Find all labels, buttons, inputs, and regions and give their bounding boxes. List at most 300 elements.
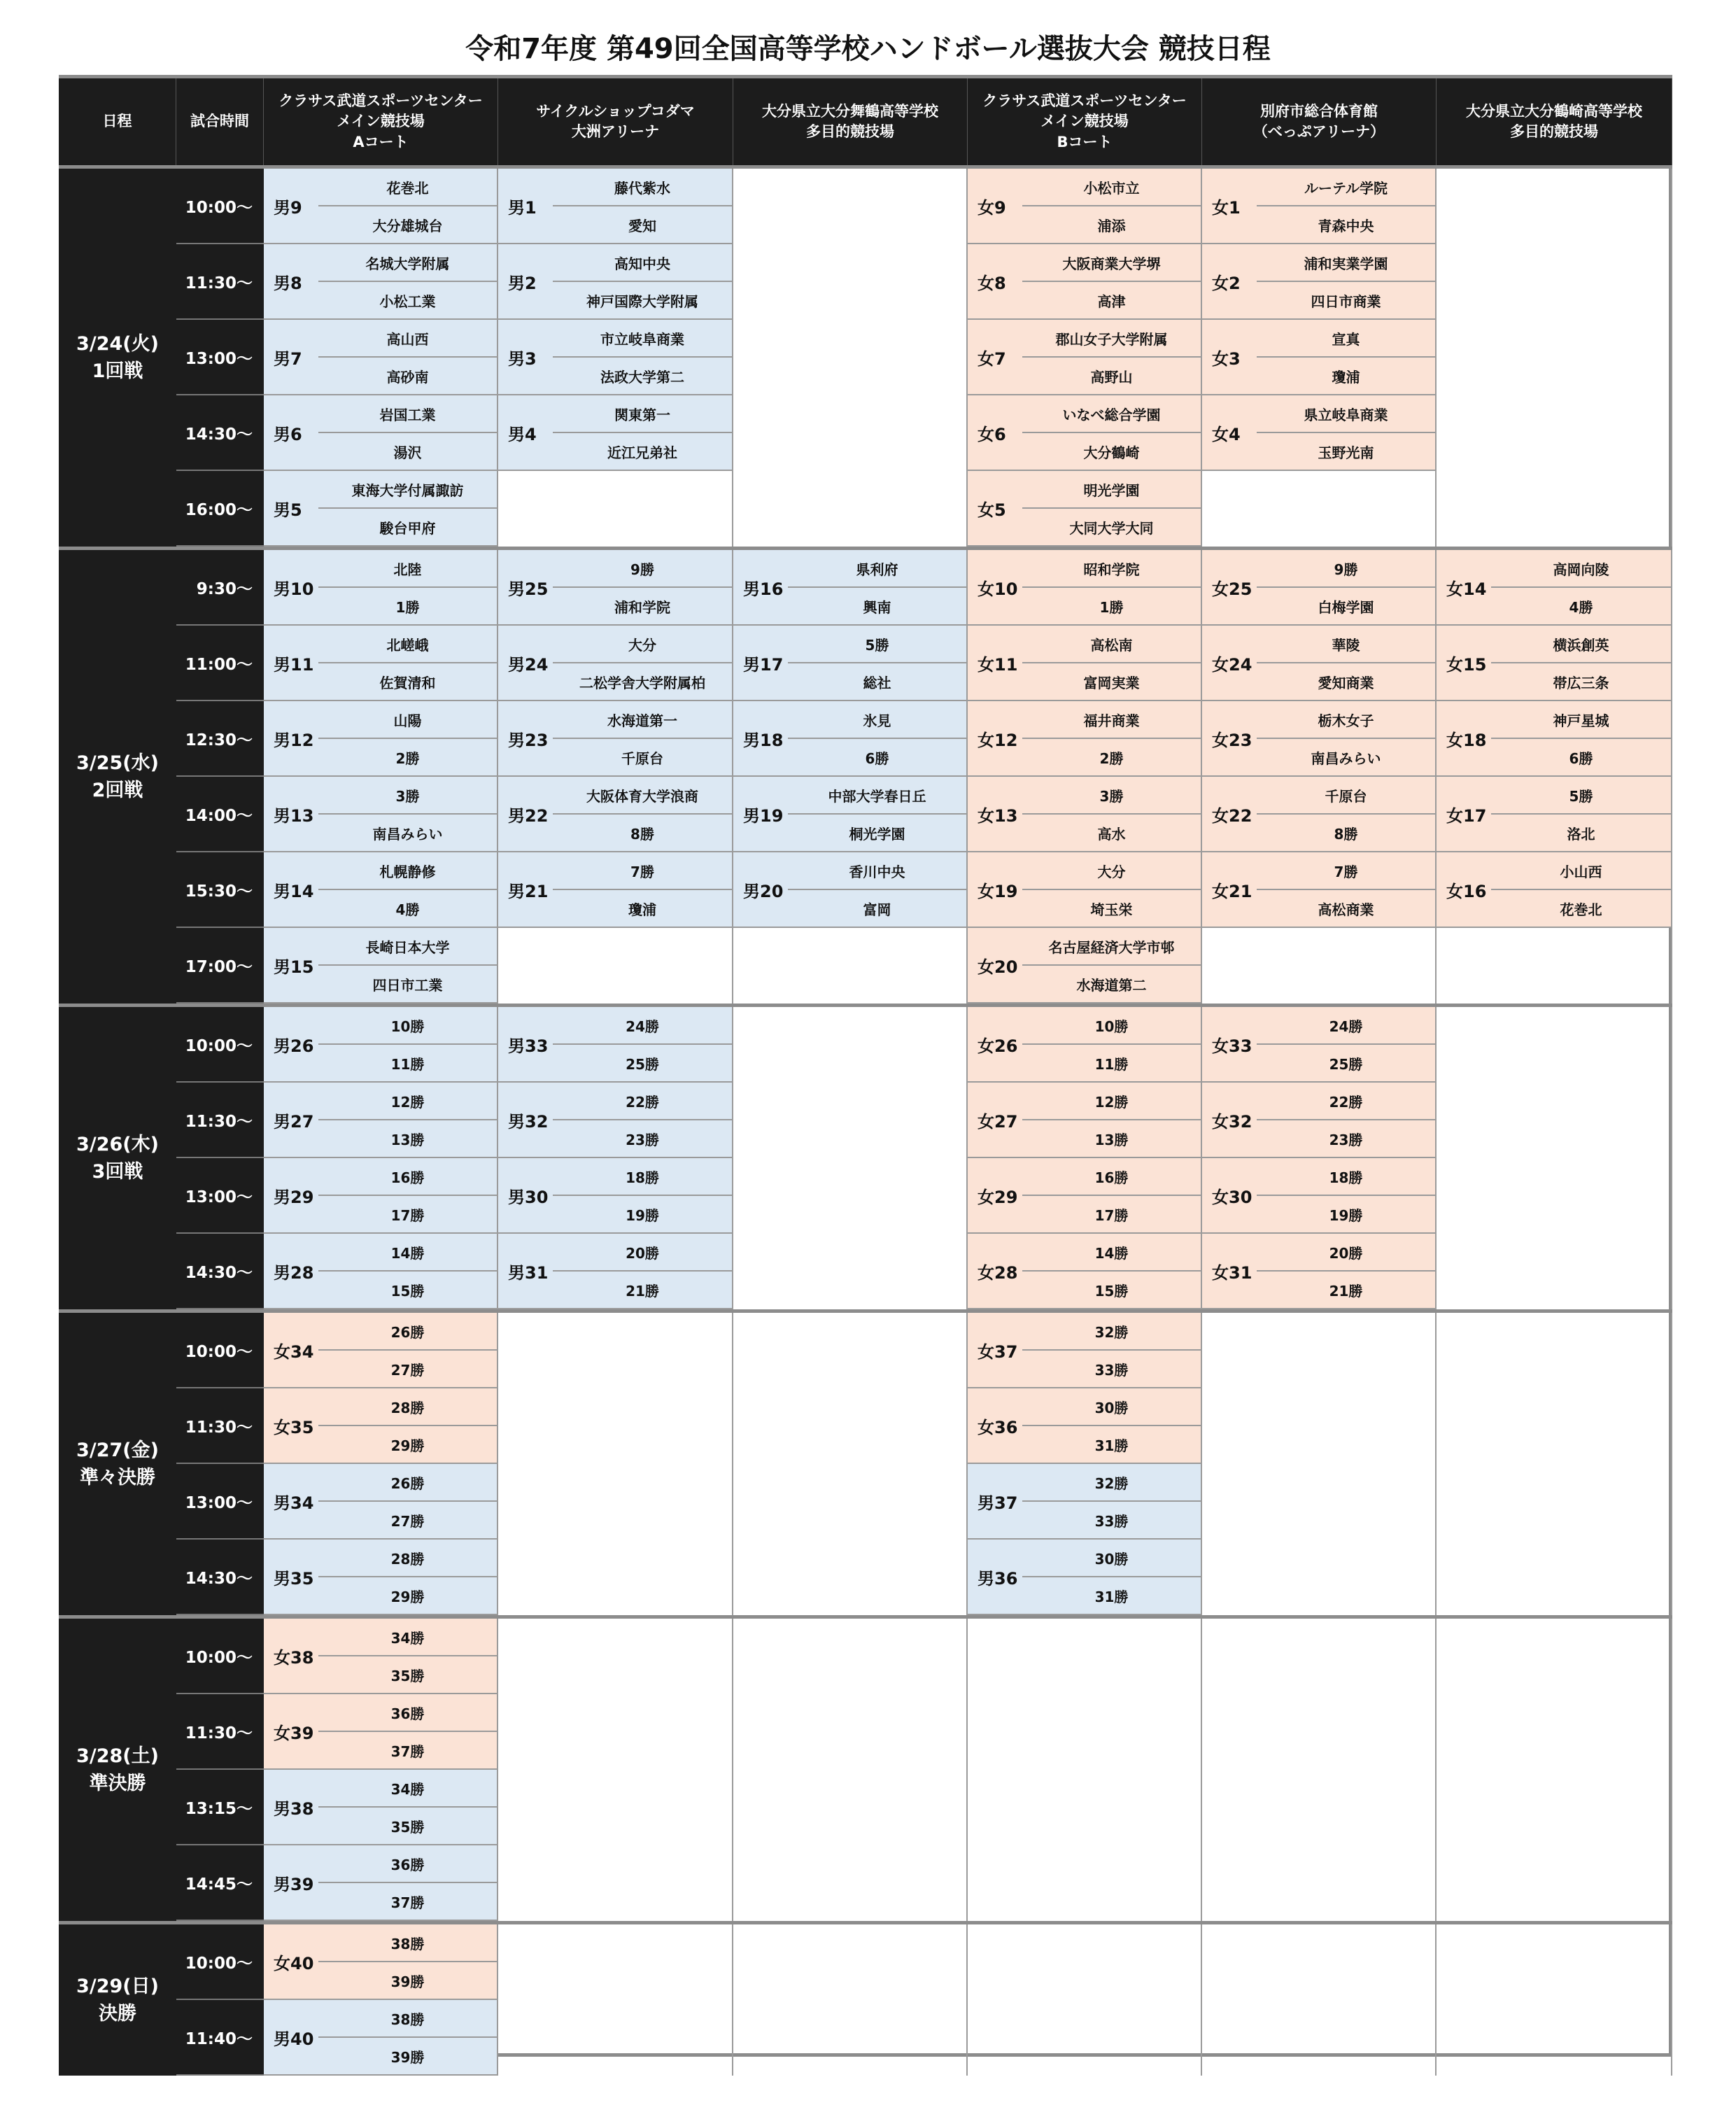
time-slot: 10:00～ <box>176 1619 264 1694</box>
team-top: 38勝 <box>390 2011 425 2028</box>
match-code: 女27 <box>978 1111 1018 1132</box>
time-slot: 10:00～ <box>176 1924 264 2000</box>
match-cell <box>264 320 498 395</box>
match-teams <box>1491 701 1671 775</box>
match-teams <box>553 244 732 318</box>
team-bottom: 水海道第二 <box>1022 964 1201 1002</box>
match-code: 男25 <box>508 579 549 599</box>
match-cell <box>1437 701 1672 777</box>
match-cell <box>968 320 1202 395</box>
team-top: 高岡向陵 <box>1553 561 1609 578</box>
match-code: 女34 <box>274 1342 314 1362</box>
match-code: 男2 <box>508 273 537 293</box>
match-code: 男29 <box>274 1187 314 1207</box>
match-code: 女21 <box>1212 881 1252 901</box>
team-top: 10勝 <box>1094 1018 1129 1035</box>
team-bottom: 15勝 <box>318 1270 497 1308</box>
team-top: 16勝 <box>390 1169 425 1186</box>
match-teams <box>318 1770 497 1844</box>
team-bottom: 法政大学第二 <box>553 356 732 394</box>
team-top: 北嵯峨 <box>386 636 429 654</box>
match-code: 女33 <box>1212 1036 1252 1056</box>
match-code: 女36 <box>978 1417 1018 1437</box>
match-teams <box>318 1158 497 1232</box>
team-top: 18勝 <box>626 1169 659 1186</box>
team-bottom: 大分雄城台 <box>318 205 497 243</box>
team-bottom: 4勝 <box>318 889 497 927</box>
match-cell <box>1202 244 1437 320</box>
team-bottom: 27勝 <box>318 1500 497 1538</box>
match-cell <box>498 852 733 928</box>
match-code: 女13 <box>978 805 1018 826</box>
match-cell <box>1437 777 1672 852</box>
team-top: 高知中央 <box>614 255 670 272</box>
team-bottom: 富岡実業 <box>1022 662 1201 700</box>
match-code: 男28 <box>274 1262 314 1283</box>
match-code: 男34 <box>274 1493 314 1513</box>
match-code: 男18 <box>743 730 784 750</box>
team-bottom: 浦和学院 <box>553 586 732 624</box>
match-teams <box>1022 777 1201 851</box>
match-teams <box>553 777 732 851</box>
team-top: 水海道第一 <box>607 712 677 729</box>
match-code: 女40 <box>274 1953 314 1973</box>
venue-column-cell <box>1437 1007 1672 1309</box>
match-cell <box>498 550 733 626</box>
match-cell <box>968 1158 1202 1234</box>
time-slot: 11:40～ <box>176 2000 264 2076</box>
match-cell <box>968 1388 1202 1464</box>
team-top: 32勝 <box>1094 1323 1129 1341</box>
match-cell <box>264 701 498 777</box>
team-top: 香川中央 <box>849 863 905 880</box>
match-cell <box>264 928 498 1004</box>
venue-column-cell <box>498 1313 733 1615</box>
match-teams <box>318 777 497 851</box>
team-top: 明光学園 <box>1083 481 1140 499</box>
match-code: 女10 <box>978 579 1018 599</box>
match-code: 女37 <box>978 1342 1018 1362</box>
team-bottom: 桐光学園 <box>788 813 966 851</box>
time-slot: 14:30～ <box>176 1540 264 1615</box>
match-code: 女38 <box>274 1647 314 1668</box>
match-cell <box>264 1388 498 1464</box>
match-cell <box>1202 1007 1437 1083</box>
team-bottom: 玉野光南 <box>1257 432 1435 470</box>
match-teams <box>318 1007 497 1081</box>
team-top: 横浜創英 <box>1553 636 1609 654</box>
match-teams <box>1257 395 1435 470</box>
team-bottom: 13勝 <box>318 1119 497 1157</box>
match-code: 女28 <box>978 1262 1018 1283</box>
header-venue-5: 別府市総合体育館 （べっぷアリーナ） <box>1202 78 1437 165</box>
team-top: 名古屋経済大学市邨 <box>1048 938 1175 956</box>
match-cell <box>498 1007 733 1083</box>
team-top: 20勝 <box>626 1244 659 1262</box>
match-cell <box>264 1619 498 1694</box>
match-cell <box>1202 395 1437 471</box>
match-cell <box>968 852 1202 928</box>
match-teams <box>553 1083 732 1157</box>
team-top: 大分 <box>1097 863 1126 880</box>
match-teams <box>1257 1234 1435 1308</box>
match-teams <box>553 1158 732 1232</box>
match-teams <box>1022 1158 1201 1232</box>
team-bottom: 興南 <box>788 586 966 624</box>
match-cell <box>733 626 968 701</box>
match-teams <box>553 852 732 927</box>
match-code: 女39 <box>274 1723 314 1743</box>
match-code: 女31 <box>1212 1262 1252 1283</box>
time-slot: 15:30～ <box>176 852 264 928</box>
match-code: 女18 <box>1446 730 1487 750</box>
team-bottom: 小松工業 <box>318 281 497 318</box>
match-cell <box>1202 1083 1437 1158</box>
team-bottom: 1勝 <box>318 586 497 624</box>
match-code: 男12 <box>274 730 314 750</box>
team-bottom: 31勝 <box>1022 1576 1201 1614</box>
time-slot: 14:30～ <box>176 1234 264 1309</box>
match-teams <box>318 169 497 243</box>
day-date: 3/26(木) <box>76 1133 159 1155</box>
match-code: 女4 <box>1212 424 1241 444</box>
team-top: 中部大学春日丘 <box>828 787 926 805</box>
team-bottom: 29勝 <box>318 1425 497 1463</box>
match-teams <box>318 1464 497 1538</box>
team-bottom: 近江兄弟社 <box>553 432 732 470</box>
day-date: 3/28(土) <box>76 1745 159 1767</box>
team-bottom: 25勝 <box>553 1043 732 1081</box>
time-slot: 14:45～ <box>176 1845 264 1921</box>
team-bottom: 31勝 <box>1022 1425 1201 1463</box>
match-code: 女3 <box>1212 349 1241 369</box>
match-cell <box>264 2000 498 2076</box>
match-code: 女23 <box>1212 730 1252 750</box>
team-bottom: 6勝 <box>788 738 966 775</box>
team-top: 22勝 <box>626 1093 659 1111</box>
match-code: 男16 <box>743 579 784 599</box>
match-code: 男10 <box>274 579 314 599</box>
match-cell <box>968 1083 1202 1158</box>
time-slot: 13:00～ <box>176 1158 264 1234</box>
time-slot: 11:00～ <box>176 626 264 701</box>
match-teams <box>318 320 497 394</box>
team-top: 14勝 <box>390 1244 425 1262</box>
match-teams <box>1022 1234 1201 1308</box>
schedule-table <box>59 75 1672 2066</box>
match-teams <box>318 1234 497 1308</box>
time-slot: 13:00～ <box>176 1464 264 1540</box>
team-bottom: 37勝 <box>318 1731 497 1768</box>
match-cell <box>264 1083 498 1158</box>
match-cell <box>498 169 733 244</box>
header-time: 試合時間 <box>176 78 264 165</box>
match-code: 男1 <box>508 197 537 218</box>
match-code: 男26 <box>274 1036 314 1056</box>
team-top: 24勝 <box>1329 1018 1363 1035</box>
venue-column-cell <box>1437 169 1672 547</box>
team-top: 20勝 <box>1329 1244 1363 1262</box>
match-cell <box>1202 169 1437 244</box>
match-code: 男36 <box>978 1568 1018 1589</box>
team-bottom: 35勝 <box>318 1655 497 1693</box>
match-teams <box>318 395 497 470</box>
match-code: 男32 <box>508 1111 549 1132</box>
day-round: 1回戦 <box>92 360 143 382</box>
match-cell <box>264 471 498 547</box>
match-teams <box>553 320 732 394</box>
team-bottom: 23勝 <box>1257 1119 1435 1157</box>
match-cell <box>264 1464 498 1540</box>
team-top: 浦和実業学園 <box>1304 255 1388 272</box>
match-teams <box>1257 701 1435 775</box>
match-code: 男4 <box>508 424 537 444</box>
team-top: 26勝 <box>390 1323 425 1341</box>
match-cell <box>1202 1158 1437 1234</box>
team-bottom: 19勝 <box>1257 1195 1435 1232</box>
match-teams <box>788 626 966 700</box>
time-slot: 14:00～ <box>176 777 264 852</box>
day-date: 3/24(火) <box>76 332 159 355</box>
match-teams <box>1257 550 1435 624</box>
team-top: 12勝 <box>390 1093 425 1111</box>
team-top: 高松南 <box>1090 636 1133 654</box>
team-bottom: 瓊浦 <box>553 889 732 927</box>
match-teams <box>1022 395 1201 470</box>
header-venue-1: クラサス武道スポーツセンター メイン競技場 Aコート <box>264 78 498 165</box>
match-code: 女25 <box>1212 579 1252 599</box>
match-code: 女6 <box>978 424 1006 444</box>
match-teams <box>1022 701 1201 775</box>
match-teams <box>553 395 732 470</box>
match-teams <box>318 701 497 775</box>
match-teams <box>1022 1464 1201 1538</box>
team-top: 高山西 <box>386 330 429 348</box>
day-round: 準決勝 <box>89 1773 146 1794</box>
team-top: 28勝 <box>390 1550 425 1568</box>
match-teams <box>318 1313 497 1387</box>
team-bottom: 19勝 <box>553 1195 732 1232</box>
match-code: 女29 <box>978 1187 1018 1207</box>
team-top: 5勝 <box>865 636 889 654</box>
team-top: 華陵 <box>1332 636 1360 654</box>
match-teams <box>1022 1007 1201 1081</box>
match-cell <box>968 626 1202 701</box>
venue-column-cell <box>1202 1619 1437 1921</box>
match-cell <box>1202 701 1437 777</box>
match-cell <box>1202 626 1437 701</box>
match-teams <box>1022 852 1201 927</box>
match-teams <box>1022 1540 1201 1614</box>
team-top: 12勝 <box>1094 1093 1129 1111</box>
match-teams <box>318 1845 497 1920</box>
match-code: 男19 <box>743 805 784 826</box>
team-top: 大分 <box>628 636 656 654</box>
page-title: 令和7年度 第49回全国高等学校ハンドボール選抜大会 競技日程 <box>465 33 1271 65</box>
team-top: 18勝 <box>1329 1169 1363 1186</box>
team-top: 7勝 <box>630 863 654 880</box>
match-cell <box>264 1694 498 1770</box>
team-bottom: 白梅学園 <box>1257 586 1435 624</box>
match-cell <box>264 1540 498 1615</box>
match-cell <box>498 1234 733 1309</box>
time-slot: 12:30～ <box>176 701 264 777</box>
match-cell <box>264 244 498 320</box>
team-top: 7勝 <box>1334 863 1358 880</box>
match-cell <box>968 1540 1202 1615</box>
match-teams <box>1022 1083 1201 1157</box>
team-bottom: 17勝 <box>1022 1195 1201 1232</box>
match-cell <box>498 1083 733 1158</box>
time-slot: 11:30～ <box>176 1083 264 1158</box>
team-bottom: 1勝 <box>1022 586 1201 624</box>
day-round: 決勝 <box>99 2003 136 2025</box>
match-teams <box>553 1234 732 1308</box>
match-code: 女7 <box>978 349 1006 369</box>
match-cell <box>968 1313 1202 1388</box>
team-bottom: 37勝 <box>318 1882 497 1920</box>
match-code: 男27 <box>274 1111 314 1132</box>
match-code: 男3 <box>508 349 537 369</box>
team-bottom: 大同大学大同 <box>1022 507 1201 545</box>
match-teams <box>1257 320 1435 394</box>
match-teams <box>318 1694 497 1768</box>
match-cell <box>264 169 498 244</box>
team-bottom: 25勝 <box>1257 1043 1435 1081</box>
team-top: 山陽 <box>393 712 422 729</box>
match-code: 女17 <box>1446 805 1487 826</box>
match-teams <box>788 852 966 927</box>
match-teams <box>318 1540 497 1614</box>
team-bottom: 35勝 <box>318 1806 497 1844</box>
team-bottom: 8勝 <box>1257 813 1435 851</box>
match-cell <box>264 626 498 701</box>
match-cell <box>1437 626 1672 701</box>
match-teams <box>553 701 732 775</box>
match-code: 男15 <box>274 957 314 977</box>
match-cell <box>968 1234 1202 1309</box>
team-bottom: 南昌みらい <box>1257 738 1435 775</box>
match-cell <box>1202 1234 1437 1309</box>
match-code: 男7 <box>274 349 302 369</box>
venue-column-cell <box>1202 1924 1437 2076</box>
match-cell <box>1202 550 1437 626</box>
match-code: 女5 <box>978 500 1006 520</box>
match-cell <box>733 852 968 928</box>
match-code: 女9 <box>978 197 1006 218</box>
time-slot: 11:30～ <box>176 244 264 320</box>
day-round: 準々決勝 <box>80 1467 155 1488</box>
match-cell <box>968 244 1202 320</box>
match-teams <box>318 471 497 545</box>
match-code: 男30 <box>508 1187 549 1207</box>
team-bottom: 2勝 <box>1022 738 1201 775</box>
team-bottom: 浦添 <box>1022 205 1201 243</box>
match-code: 男33 <box>508 1036 549 1056</box>
team-top: 34勝 <box>390 1629 425 1647</box>
match-teams <box>1022 626 1201 700</box>
team-top: 昭和学院 <box>1083 561 1140 578</box>
team-top: 小山西 <box>1560 863 1602 880</box>
match-code: 男14 <box>274 881 314 901</box>
match-code: 男6 <box>274 424 302 444</box>
match-teams <box>1022 471 1201 545</box>
match-teams <box>788 550 966 624</box>
match-code: 女30 <box>1212 1187 1252 1207</box>
time-slot: 11:30～ <box>176 1388 264 1464</box>
team-bottom: 27勝 <box>318 1349 497 1387</box>
team-bottom: 瓊浦 <box>1257 356 1435 394</box>
team-bottom: 大分鶴崎 <box>1022 432 1201 470</box>
match-code: 男24 <box>508 654 549 675</box>
match-teams <box>1257 1083 1435 1157</box>
match-teams <box>318 1619 497 1693</box>
time-slot: 16:00～ <box>176 471 264 547</box>
day-date: 3/29(日) <box>76 1975 159 1997</box>
venue-column-cell <box>1202 1313 1437 1615</box>
match-code: 男9 <box>274 197 302 218</box>
match-cell <box>264 1007 498 1083</box>
team-top: 28勝 <box>390 1399 425 1416</box>
team-top: 郡山女子大学附属 <box>1055 330 1168 348</box>
time-slot: 14:30～ <box>176 395 264 471</box>
team-bottom: 4勝 <box>1491 586 1671 624</box>
team-bottom: 高津 <box>1022 281 1201 318</box>
team-bottom: 39勝 <box>318 2036 497 2074</box>
venue-column-cell <box>733 1924 968 2076</box>
match-cell <box>264 1770 498 1845</box>
team-top: 34勝 <box>390 1780 425 1798</box>
match-cell <box>968 550 1202 626</box>
team-top: 氷見 <box>863 712 891 729</box>
match-cell <box>968 395 1202 471</box>
match-code: 女8 <box>978 273 1006 293</box>
match-cell <box>264 1313 498 1388</box>
match-teams <box>1257 777 1435 851</box>
team-top: 東海大学付属諏訪 <box>351 481 464 499</box>
match-code: 女11 <box>978 654 1018 675</box>
match-teams <box>318 2000 497 2074</box>
match-code: 女19 <box>978 881 1018 901</box>
team-bottom: 富岡 <box>788 889 966 927</box>
team-top: 岩国工業 <box>379 406 436 423</box>
match-cell <box>1202 852 1437 928</box>
match-code: 男38 <box>274 1798 314 1819</box>
header-venue-4: クラサス武道スポーツセンター メイン競技場 Bコート <box>968 78 1202 165</box>
match-teams <box>788 701 966 775</box>
team-top: 30勝 <box>1094 1550 1129 1568</box>
team-bottom: 駿台甲府 <box>318 507 497 545</box>
venue-column-cell <box>1437 1619 1672 1921</box>
team-top: 神戸星城 <box>1553 712 1609 729</box>
team-top: 38勝 <box>390 1935 425 1952</box>
team-top: 36勝 <box>390 1705 425 1722</box>
team-bottom: 33勝 <box>1022 1349 1201 1387</box>
match-cell <box>498 626 733 701</box>
match-code: 男11 <box>274 654 314 675</box>
match-cell <box>264 1924 498 2000</box>
match-cell <box>733 550 968 626</box>
match-cell <box>968 169 1202 244</box>
team-top: 36勝 <box>390 1856 425 1873</box>
match-cell <box>498 701 733 777</box>
team-top: 16勝 <box>1094 1169 1129 1186</box>
team-top: 3勝 <box>395 787 420 805</box>
team-bottom: 千原台 <box>553 738 732 775</box>
team-top: 長崎日本大学 <box>365 938 450 956</box>
team-bottom: 佐賀清和 <box>318 662 497 700</box>
match-code: 男21 <box>508 881 549 901</box>
